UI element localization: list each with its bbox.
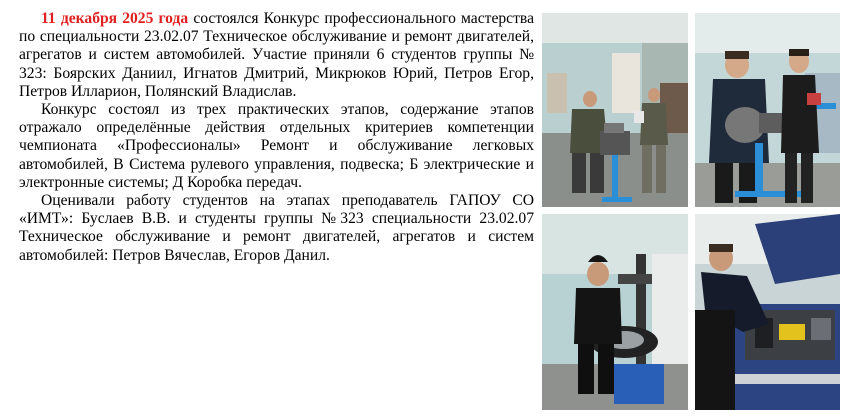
- paragraph-intro-text: состоялся Конкурс профессионального мастерства по специальности 23.02.07 Техническое обслуживание и ремонт двигателей, агрегатов и систем автомобилей. Участие приняли 6 студентов группы № 323: Боярских Даниил, Игнатов Дмитрий, Микрюков Юрий, Петров Егор, Петров Илларион, Полянский Владислав.: [19, 10, 534, 100]
- paragraph-intro: [19, 10, 534, 101]
- event-date: 11 декабря 2025 года: [41, 10, 189, 27]
- photo-car-engine-bay: [695, 214, 840, 410]
- photo-gearbox-stand: [695, 13, 840, 207]
- paragraph-judges: Оценивали работу студентов на этапах преподаватель ГАПОУ СО «ИМТ»: Буслаев В.В. и студенты группы №323 специальности 23.02.07 Техническое обслуживание и ремонт двигателей, агрегатов и систем автомобилей: Петров Вячеслав, Егоров Данил.: [19, 192, 534, 264]
- photo-engine-stand-workshop: [542, 13, 688, 207]
- article-text: [19, 10, 534, 265]
- photo-tire-changer: [542, 214, 688, 410]
- paragraph-stages: Конкурс состоял из трех практических этапов, содержание этапов отражало определённые действия отдельных критериев компетенции чемпионата «Профессионалы» Ремонт и обслуживание легковых автомобилей, В Система рулевого управления, подвеска; Б электрические и электронные системы; Д Коробка передач.: [19, 101, 534, 191]
